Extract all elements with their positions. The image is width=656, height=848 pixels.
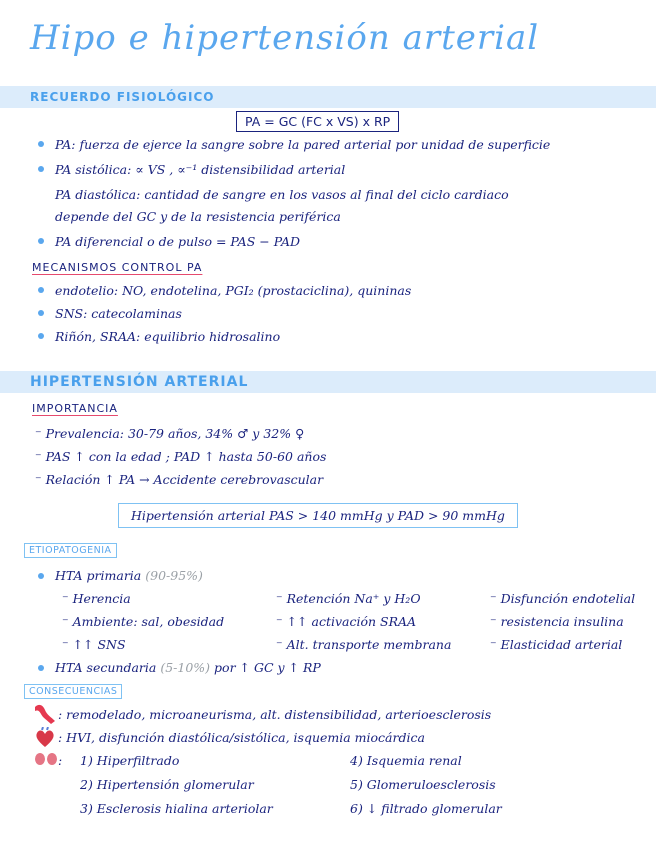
consequences-tag: CONSECUENCIAS (24, 684, 122, 699)
bullet-icon (38, 166, 44, 172)
primary-cause: ⁻ Retención Na⁺ y H₂O (276, 591, 421, 606)
mechanism-sns: SNS: catecolaminas (55, 306, 182, 321)
primary-cause: ⁻ Disfunción endotelial (490, 591, 636, 606)
primary-cause: ⁻ Ambiente: sal, obesidad (62, 614, 225, 629)
primary-cause: ⁻ ↑↑ activación SRAA (276, 614, 417, 629)
blood-vessel-icon (33, 703, 57, 725)
primary-cause: ⁻ ↑↑ SNS (62, 637, 126, 652)
consequence-vessels: : remodelado, microaneurisma, alt. distensibilidad, arterioesclerosis (58, 707, 492, 722)
importance-age: ⁻ PAS ↑ con la edad ; PAD ↑ hasta 50-60 años (35, 449, 327, 464)
kidney-consequence: 4) Isquemia renal (350, 753, 462, 768)
definition-box: Hipertensión arterial PAS > 140 mmHg y PAD > 90 mmHg (118, 503, 518, 528)
bullet-icon (38, 141, 44, 147)
kidney-icon (34, 752, 58, 766)
kidney-consequence: 5) Glomeruloesclerosis (350, 777, 496, 792)
bullet-pa-systolic: PA sistólica: ∝ VS , ∝⁻¹ distensibilidad arterial (55, 162, 346, 177)
primary-cause: ⁻ Alt. transporte membrana (276, 637, 452, 652)
mechanism-kidney: Riñón, SRAA: equilibrio hidrosalino (55, 329, 281, 344)
primary-cause: ⁻ resistencia insulina (490, 614, 624, 629)
secondary-hta: HTA secundaria (5-10%) por ↑ GC y ↑ RP (55, 660, 321, 675)
importance-prevalence: ⁻ Prevalencia: 30-79 años, 34% ♂ y 32% ♀ (35, 426, 305, 441)
section-heading-physiology: RECUERDO FISIOLÓGICO (30, 90, 215, 104)
pa-diastolic-continuation: depende del GC y de la resistencia periférica (55, 209, 341, 224)
bullet-icon (38, 310, 44, 316)
mechanism-endothelium: endotelio: NO, endotelina, PGI₂ (prostaciclina), quininas (55, 283, 412, 298)
importance-heading: IMPORTANCIA (32, 402, 118, 415)
pa-diastolic-line: PA diastólica: cantidad de sangre en los vasos al final del ciclo cardiaco (55, 187, 509, 202)
heart-icon (34, 727, 56, 749)
page-title: Hipo e hipertensión arterial (30, 18, 540, 58)
primary-cause: ⁻ Elasticidad arterial (490, 637, 623, 652)
bullet-pulse-pressure: PA diferencial o de pulso = PAS − PAD (55, 234, 301, 249)
primary-hta: HTA primaria (90-95%) (55, 568, 203, 583)
bullet-icon (38, 665, 44, 671)
primary-cause: ⁻ Herencia (62, 591, 131, 606)
bullet-pa-definition: PA: fuerza de ejerce la sangre sobre la pared arterial por unidad de superficie (55, 137, 551, 152)
formula-box: PA = GC (FC x VS) x RP (236, 111, 399, 132)
kidney-consequence: 2) Hipertensión glomerular (80, 777, 254, 792)
etiopathogenesis-tag: ETIOPATOGENIA (24, 543, 117, 558)
bullet-icon (38, 573, 44, 579)
bullet-icon (38, 238, 44, 244)
kidney-consequence: 3) Esclerosis hialina arteriolar (80, 801, 273, 816)
bullet-icon (38, 287, 44, 293)
mechanisms-heading: MECANISMOS CONTROL PA (32, 261, 203, 274)
importance-stroke: ⁻ Relación ↑ PA → Accidente cerebrovascular (35, 472, 324, 487)
kidney-consequence: 6) ↓ filtrado glomerular (350, 801, 502, 816)
section-heading-hypertension: HIPERTENSIÓN ARTERIAL (30, 374, 249, 390)
bullet-icon (38, 333, 44, 339)
kidney-consequence: 1) Hiperfiltrado (80, 753, 180, 768)
consequence-heart: : HVI, disfunción diastólica/sistólica, isquemia miocárdica (58, 730, 425, 745)
kidney-colon: : (58, 753, 63, 768)
